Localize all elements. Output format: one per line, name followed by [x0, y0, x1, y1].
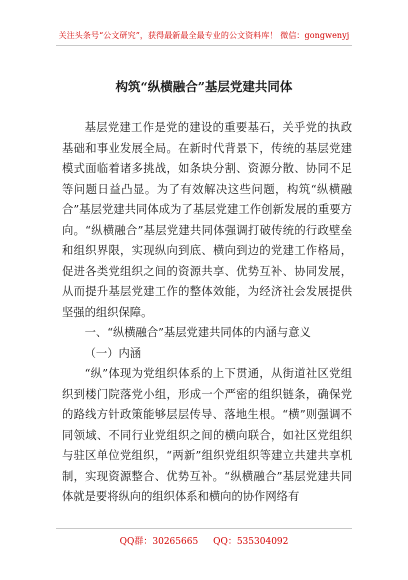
page-header: 关注头条号“公文研究”，获得最新最全最专业的公文资料库！ 微信：gongwenyj: [58, 31, 350, 40]
body-paragraph: “纵”体现为党组织体系的上下贯通，从街道社区党组织到楼门院落党小组，形成一个严密的组织链条，确保党的路线方针政策能够层层传导、落地生根。“横”则强调不同领域、不同行业党组织之间的横向联合，如社区党组织与驻区单位党组织，“两新”组织党组织等建立共建共享机制，实现资源整合、优势互补。“纵横融合”基层党建共同体就是要将纵向的组织体系和横向的协作网络有: [62, 367, 352, 503]
subsection-heading: （一）内涵: [84, 346, 142, 360]
section-heading: 一、“纵横融合”基层党建共同体的内涵与意义: [84, 326, 311, 339]
document-body: [62, 118, 352, 508]
footer-divider: [56, 528, 352, 529]
intro-paragraph: 基层党建工作是党的建设的重要基石，关乎党的执政基础和事业发展全局。在新时代背景下，传统的基层党建模式面临着诸多挑战，如条块分割、资源分散、协同不足等问题日益凸显。为了有效解决这些问题，构筑“纵横融合”基层党建共同体成为了基层党建工作创新发展的重要方向。“纵横融合”基层党建共同体强调打破传统的行政壁垒和组织界限，实现纵向到底、横向到边的党建工作格局，促进各类党组织之间的资源共享、优势互补、协同发展，从而提升基层党建工作的整体效能，为经济社会发展提供坚强的组织保障。: [62, 121, 352, 319]
page-footer: [0, 534, 408, 547]
footer-qq-number: QQ：535304092: [213, 537, 289, 547]
header-divider: [56, 45, 352, 46]
document-title: 构筑“纵横融合”基层党建共同体: [115, 79, 293, 94]
footer-qq-group: QQ群：30265665: [119, 537, 199, 547]
